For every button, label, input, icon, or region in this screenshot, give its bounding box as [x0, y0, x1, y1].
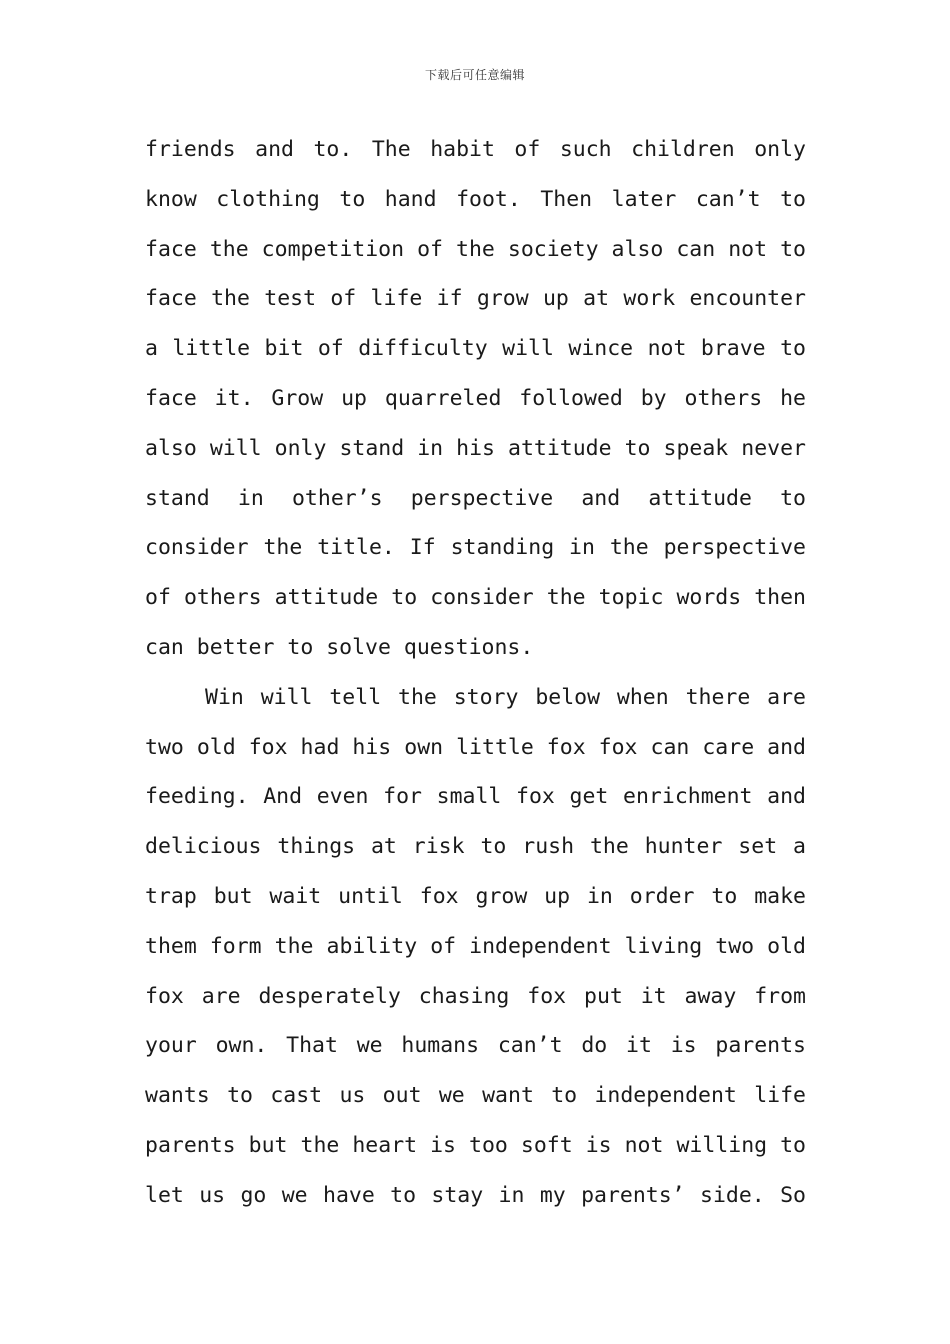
text-line: feeding. And even for small fox get enrichment and	[145, 784, 806, 810]
text-line: them form the ability of independent living two old	[145, 933, 806, 959]
text-line: trap but wait until fox grow up in order to make	[145, 883, 806, 909]
text-line: face the test of life if grow up at work encounter	[145, 286, 806, 312]
text-line: also will only stand in his attitude to speak never	[145, 435, 806, 461]
text-line: wants to cast us out we want to independent life	[145, 1083, 806, 1109]
text-line: of others attitude to consider the topic words then	[145, 585, 806, 611]
text-line: parents but the heart is too soft is not willing to	[145, 1132, 806, 1158]
text-line: face it. Grow up quarreled followed by others he	[145, 385, 806, 411]
page-header: 下载后可任意编辑	[424, 68, 525, 82]
text-line: your own. That we humans can’t do it is parents	[145, 1033, 806, 1059]
text-line: let us go we have to stay in my parents’ side. So	[145, 1182, 806, 1208]
text-line: consider the title. If standing in the perspective	[145, 535, 806, 561]
text-line: know clothing to hand foot. Then later can’t to	[145, 186, 806, 212]
paragraph-1	[145, 125, 806, 673]
text-line: two old fox had his own little fox fox can care and	[145, 734, 806, 760]
text-line: face the competition of the society also can not to	[145, 236, 806, 262]
text-line: fox are desperately chasing fox put it away from	[145, 983, 806, 1009]
paragraph-2	[145, 673, 806, 1221]
text-line: can better to solve questions.	[145, 634, 534, 660]
body-text	[145, 125, 806, 1221]
text-line: stand in other’s perspective and attitude to	[145, 485, 806, 511]
text-line: friends and to. The habit of such children only	[145, 137, 806, 162]
text-line: Win will tell the story below when there are	[205, 684, 806, 710]
text-line: a little bit of difficulty will wince not brave to	[145, 336, 806, 362]
text-line: delicious things at risk to rush the hunter set a	[145, 834, 806, 860]
